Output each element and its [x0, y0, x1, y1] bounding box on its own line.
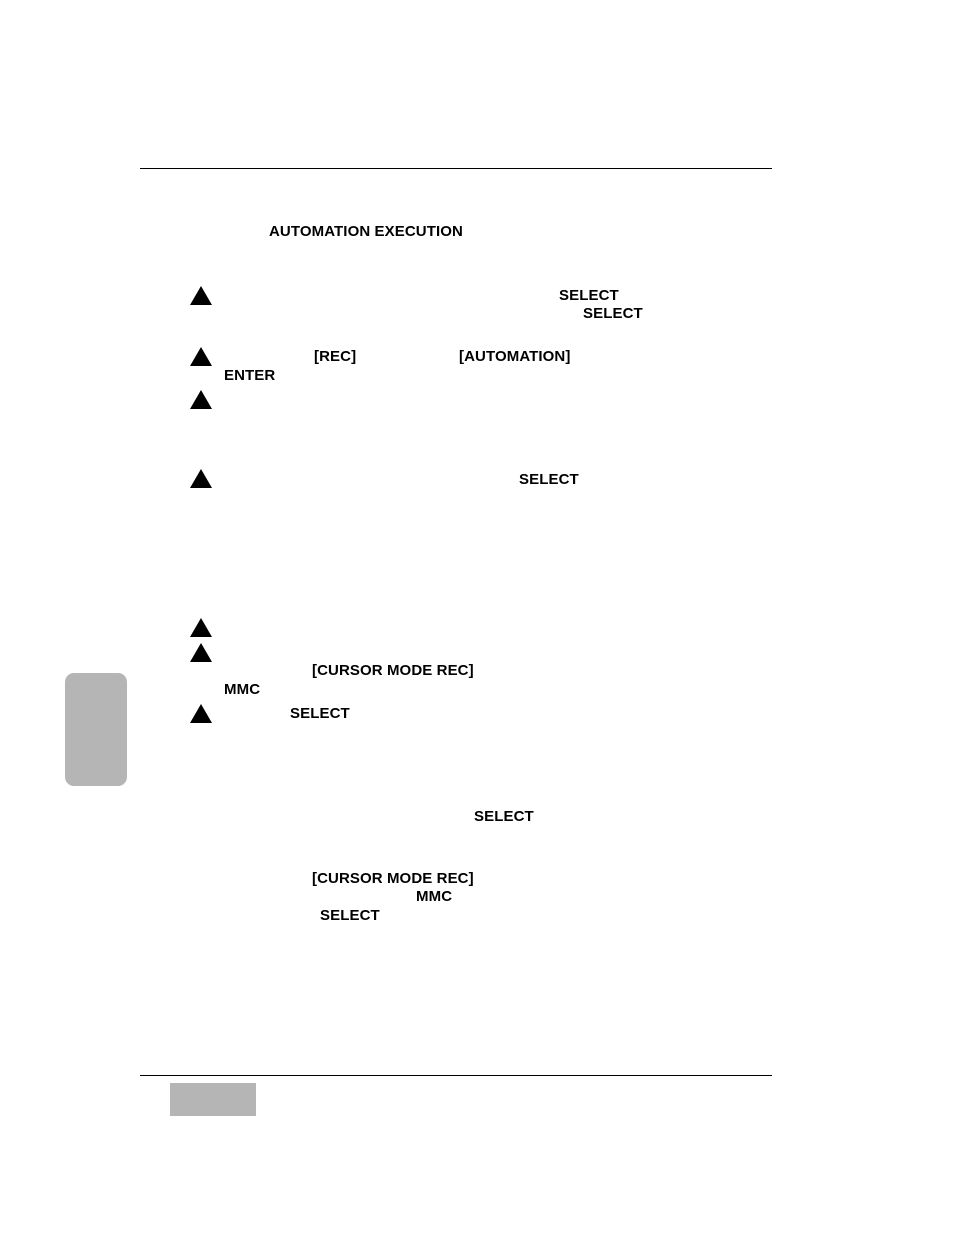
triangle-bullet-icon: [190, 704, 212, 723]
triangle-bullet-icon: [190, 618, 212, 637]
keyword-select: SELECT: [583, 305, 643, 322]
keyword-cursor-mode-rec: [CURSOR MODE REC]: [312, 662, 474, 679]
keyword-rec: [REC]: [314, 348, 357, 365]
keyword-select: SELECT: [474, 808, 534, 825]
triangle-bullet-icon: [190, 390, 212, 409]
keyword-enter: ENTER: [224, 367, 276, 384]
keyword-mmc: MMC: [416, 888, 453, 905]
keyword-select: SELECT: [559, 287, 619, 304]
top-rule: [140, 168, 772, 169]
triangle-bullet-icon: [190, 286, 212, 305]
bottom-rule: [140, 1075, 772, 1076]
keyword-cursor-mode-rec: [CURSOR MODE REC]: [312, 870, 474, 887]
page-number-box: [170, 1083, 256, 1116]
triangle-bullet-icon: [190, 347, 212, 366]
keyword-mmc: MMC: [224, 681, 261, 698]
section-tab: [65, 673, 127, 786]
keyword-select: SELECT: [290, 705, 350, 722]
section-title: AUTOMATION EXECUTION: [269, 223, 463, 240]
keyword-select: SELECT: [519, 471, 579, 488]
keyword-select: SELECT: [320, 907, 380, 924]
triangle-bullet-icon: [190, 469, 212, 488]
keyword-automation: [AUTOMATION]: [459, 348, 571, 365]
triangle-bullet-icon: [190, 643, 212, 662]
